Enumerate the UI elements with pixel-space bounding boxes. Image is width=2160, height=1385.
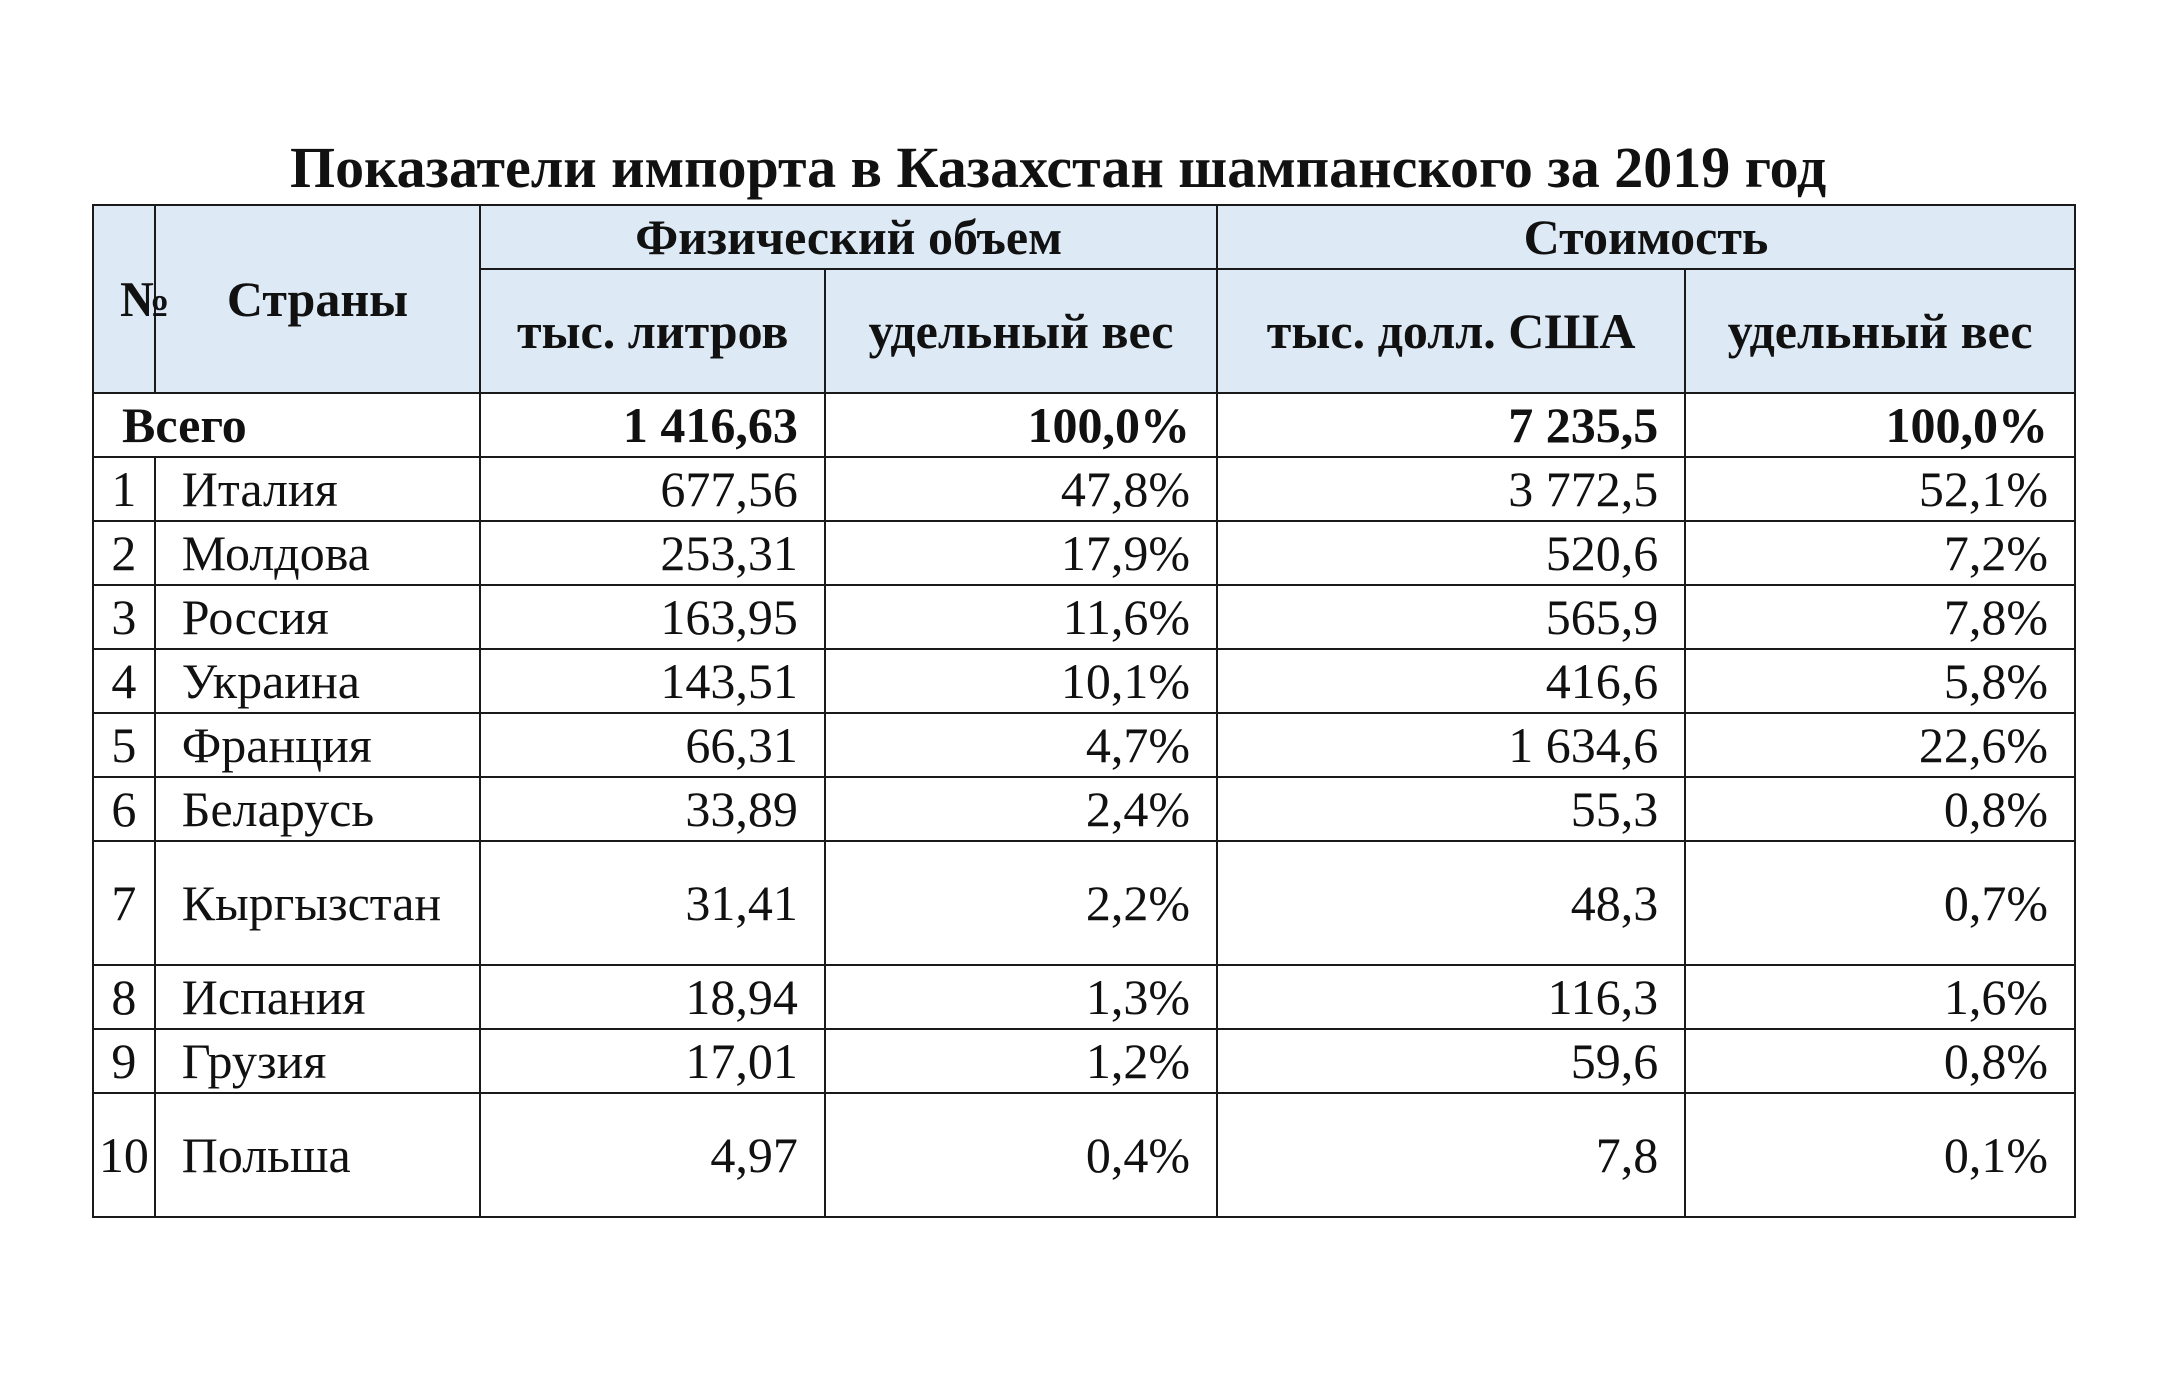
cell-value-usd: 1 634,6	[1217, 713, 1685, 777]
cell-no: 9	[93, 1029, 155, 1093]
cell-volume-liters: 143,51	[480, 649, 825, 713]
chart-title: Показатели импорта в Казахстан шампанского за 2019 год	[290, 135, 1827, 200]
table-row	[93, 713, 2075, 777]
cell-country: Франция	[155, 713, 481, 777]
cell-value-share: 0,8%	[1685, 1029, 2075, 1093]
import-table	[92, 204, 2076, 1218]
cell-no: 10	[93, 1093, 155, 1217]
cell-value-share: 52,1%	[1685, 457, 2075, 521]
cell-country: Испания	[155, 965, 481, 1029]
total-value-usd: 7 235,5	[1217, 393, 1685, 457]
cell-value-usd: 520,6	[1217, 521, 1685, 585]
cell-country: Кыргызстан	[155, 841, 481, 965]
table-row	[93, 1029, 2075, 1093]
cell-country: Молдова	[155, 521, 481, 585]
header-country: Страны	[155, 205, 481, 393]
header-volume-liters: тыс. литров	[480, 269, 825, 393]
table-row	[93, 649, 2075, 713]
cell-no: 4	[93, 649, 155, 713]
cell-no: 8	[93, 965, 155, 1029]
cell-volume-share: 2,4%	[825, 777, 1217, 841]
cell-volume-share: 1,2%	[825, 1029, 1217, 1093]
cell-volume-liters: 66,31	[480, 713, 825, 777]
cell-volume-share: 1,3%	[825, 965, 1217, 1029]
table-row	[93, 777, 2075, 841]
cell-country: Беларусь	[155, 777, 481, 841]
header-group-volume: Физический объем	[480, 205, 1217, 269]
header-no: №	[93, 205, 155, 393]
cell-value-usd: 55,3	[1217, 777, 1685, 841]
table-body	[93, 393, 2075, 1217]
cell-no: 2	[93, 521, 155, 585]
cell-value-share: 0,1%	[1685, 1093, 2075, 1217]
total-row	[93, 393, 2075, 457]
cell-country: Грузия	[155, 1029, 481, 1093]
cell-value-share: 7,2%	[1685, 521, 2075, 585]
cell-value-usd: 7,8	[1217, 1093, 1685, 1217]
cell-country: Украина	[155, 649, 481, 713]
cell-volume-share: 17,9%	[825, 521, 1217, 585]
header-volume-share: удельный вес	[825, 269, 1217, 393]
cell-volume-liters: 33,89	[480, 777, 825, 841]
cell-volume-share: 4,7%	[825, 713, 1217, 777]
cell-volume-share: 2,2%	[825, 841, 1217, 965]
cell-value-usd: 3 772,5	[1217, 457, 1685, 521]
cell-volume-share: 11,6%	[825, 585, 1217, 649]
table-row	[93, 585, 2075, 649]
cell-value-usd: 59,6	[1217, 1029, 1685, 1093]
cell-volume-liters: 4,97	[480, 1093, 825, 1217]
cell-country: Италия	[155, 457, 481, 521]
table-row	[93, 457, 2075, 521]
cell-country: Польша	[155, 1093, 481, 1217]
cell-value-share: 0,7%	[1685, 841, 2075, 965]
total-volume-share: 100,0%	[825, 393, 1217, 457]
cell-value-usd: 416,6	[1217, 649, 1685, 713]
cell-volume-share: 47,8%	[825, 457, 1217, 521]
cell-volume-share: 0,4%	[825, 1093, 1217, 1217]
cell-value-usd: 48,3	[1217, 841, 1685, 965]
header-group-value: Стоимость	[1217, 205, 2075, 269]
cell-no: 5	[93, 713, 155, 777]
cell-volume-liters: 677,56	[480, 457, 825, 521]
cell-value-share: 5,8%	[1685, 649, 2075, 713]
header-value-usd: тыс. долл. США	[1217, 269, 1685, 393]
cell-volume-liters: 163,95	[480, 585, 825, 649]
total-volume-liters: 1 416,63	[480, 393, 825, 457]
cell-volume-share: 10,1%	[825, 649, 1217, 713]
cell-value-share: 1,6%	[1685, 965, 2075, 1029]
cell-volume-liters: 253,31	[480, 521, 825, 585]
cell-value-usd: 116,3	[1217, 965, 1685, 1029]
table-row	[93, 1093, 2075, 1217]
table-row	[93, 521, 2075, 585]
header-value-share: удельный вес	[1685, 269, 2075, 393]
cell-value-usd: 565,9	[1217, 585, 1685, 649]
total-label: Всего	[93, 393, 480, 457]
total-value-share: 100,0%	[1685, 393, 2075, 457]
table-row	[93, 965, 2075, 1029]
cell-volume-liters: 17,01	[480, 1029, 825, 1093]
cell-no: 6	[93, 777, 155, 841]
cell-volume-liters: 31,41	[480, 841, 825, 965]
cell-no: 1	[93, 457, 155, 521]
cell-volume-liters: 18,94	[480, 965, 825, 1029]
cell-value-share: 22,6%	[1685, 713, 2075, 777]
cell-value-share: 7,8%	[1685, 585, 2075, 649]
cell-country: Россия	[155, 585, 481, 649]
table-row	[93, 841, 2075, 965]
cell-value-share: 0,8%	[1685, 777, 2075, 841]
cell-no: 7	[93, 841, 155, 965]
cell-no: 3	[93, 585, 155, 649]
